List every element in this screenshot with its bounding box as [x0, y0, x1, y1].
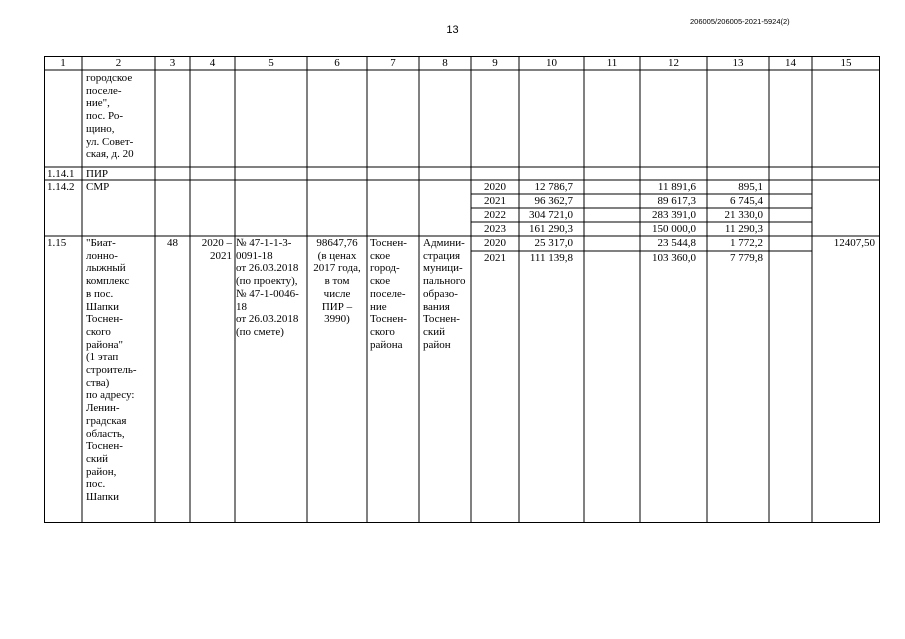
row-1142-col13-value: 895,1 [738, 181, 763, 193]
row-1142-name: СМР [86, 181, 110, 193]
header-col-2: 2 [115, 57, 122, 69]
row-115-col10-value: 25 317,0 [534, 237, 573, 249]
header-col-8: 8 [442, 57, 448, 69]
header-col-7: 7 [390, 57, 396, 69]
row-1142-col13-value: 6 745,4 [730, 195, 763, 207]
header-col-4: 4 [209, 57, 216, 69]
row-115-col12-value: 23 544,8 [657, 237, 696, 249]
header-col-1: 1 [60, 57, 66, 69]
row-1142-col13-value: 11 290,3 [724, 223, 763, 235]
row-115-col13-value: 1 772,2 [730, 237, 763, 249]
row-115-year: 2021 [484, 252, 506, 264]
row-1141-name: ПИР [86, 167, 109, 180]
row-115-object-name: "Биат- лонно- лыжный комплекс в пос. Шапки Тоснен- ского района" (1 этап строитель- ства) по адресу: Ленин- градская область, Тоснен- ский район, пос. Шапки [86, 237, 137, 504]
header-col-13: 13 [732, 57, 744, 69]
row-1142-year: 2020 [484, 181, 506, 193]
header-col-15: 15 [840, 57, 852, 69]
row-1142-year: 2023 [484, 223, 506, 235]
row-115-col3: 48 [167, 237, 178, 249]
row-115-settlement: Тоснен- ское город- ское поселе- ние Тоснен- ского района [370, 237, 407, 351]
document-id: 206005/206005-2021-5924(2) [690, 17, 790, 26]
header-col-9: 9 [492, 57, 498, 69]
header-col-14: 14 [785, 57, 796, 69]
header-col-3: 3 [169, 57, 176, 69]
row-115-col15-value: 12407,50 [833, 237, 875, 249]
header-col-11: 11 [606, 57, 618, 69]
row-1142-number: 1.14.2 [47, 181, 75, 193]
row-1142-col10-value: 12 786,7 [534, 181, 573, 193]
row-1142-col12-value: 283 391,0 [652, 209, 696, 221]
header-col-6: 6 [334, 57, 340, 69]
row-1142-col12-value: 11 891,6 [657, 181, 696, 193]
row-1142-col10-value: 96 362,7 [534, 195, 573, 207]
row-115-col12-value: 103 360,0 [652, 252, 696, 264]
row-115-expertise: № 47-1-1-3- 0091-18 от 26.03.2018 (по проекту), № 47-1-0046- 18 от 26.03.2018 (по смете) [236, 237, 299, 338]
row-1142-year: 2021 [484, 195, 506, 207]
header-col-10: 10 [546, 57, 557, 69]
row-1142-year: 2022 [484, 209, 506, 221]
row-1142-col10-value: 304 721,0 [529, 209, 573, 221]
row-1141-number: 1.14.1 [47, 167, 75, 180]
page-number: 13 [446, 24, 459, 36]
row-1142-col10-value: 161 290,3 [529, 223, 573, 235]
row-115-period: 2020 – 2021 [201, 237, 232, 262]
row-1142-col12-value: 89 617,3 [657, 195, 696, 207]
continued-object-address: городское поселе- ние", пос. Ро- щино, ул. Совет- ская, д. 20 [86, 72, 134, 161]
row-115-cost: 98647,76 (в ценах 2017 года, в том числе ПИР – 3990) [313, 237, 361, 326]
row-1142-col12-value: 150 000,0 [652, 223, 696, 235]
row-115-year: 2020 [484, 237, 506, 249]
data-table [44, 56, 880, 523]
header-col-5: 5 [268, 57, 274, 69]
row-115-number: 1.15 [47, 237, 67, 249]
row-115-col10-value: 111 139,8 [529, 252, 573, 264]
row-1142-col13-value: 21 330,0 [724, 209, 763, 221]
row-115-customer: Админи- страция муници- пального образо- вания Тоснен- ский район [423, 237, 466, 351]
row-115-col13-value: 7 779,8 [730, 252, 763, 264]
header-col-12: 12 [668, 57, 679, 69]
